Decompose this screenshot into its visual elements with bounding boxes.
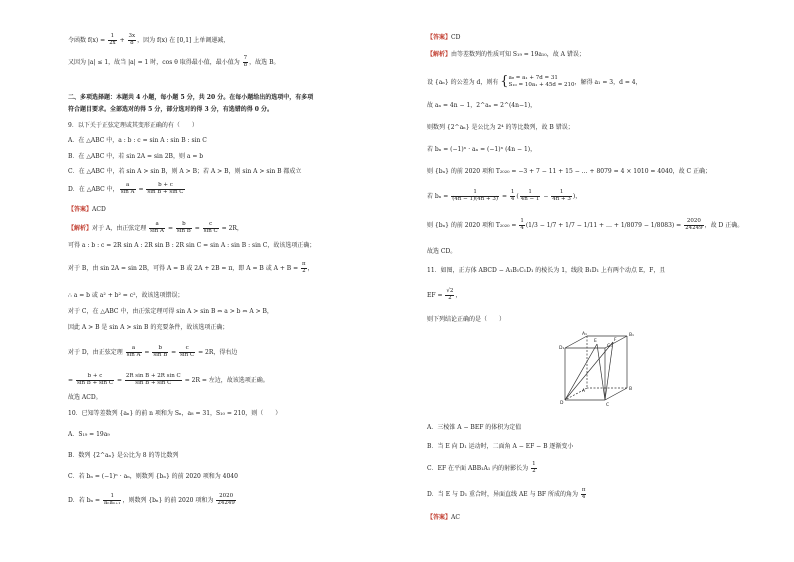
q11-option-c: C．EF 在平面 ABB₁A₁ 内的射影长为 $\frac{1}{2}$	[427, 461, 536, 474]
svg-text:B₁: B₁	[629, 333, 634, 338]
svg-text:B: B	[629, 387, 633, 392]
section-heading: 二、多项选择题：本题共 4 小题，每小题 5 分，共 20 分。在每小题给出的选项中，有多项	[68, 94, 314, 101]
r-explanation-9: 故选 CD。	[427, 248, 457, 255]
explanation-line-5: 对于 C，在 △ABC 中，由正弦定理可得 sin A > sin B ⇔ a > b ⇔ A > B，	[68, 308, 273, 315]
r-explanation-3: 故 aₙ = 4n − 1，2^aₙ = 2^(4n−1)，	[427, 102, 537, 109]
explanation-line-7: 对于 D，由正弦定理 $\frac{a}{\text{sin A}}$ = $\frac{b}{\text{sin B}}$ = $\frac{c}{\text{sin C}}$ = 2R，得右边	[68, 345, 238, 358]
q11-option-d: D．当 E 与 D₁ 重合时，异面直线 AE 与 BF 所成的角为 $\frac{\pi}{4}$	[427, 487, 586, 500]
solution-line-2: 又因为 |a| ≤ 1，故当 |a| = 1 时，cos θ 取得最小值，最小值为 $\frac{7}{8}$ ，故选 B。	[68, 55, 280, 68]
svg-text:D: D	[560, 401, 564, 406]
explanation-line-9: 故选 ACD。	[68, 394, 102, 401]
q10-option-d: D．若 bₙ = $\frac{1}{\text{aₙaₙ₊₁}}$ ，则数列 {bₙ} 的前 2020 项和为 $\frac{2020}{24249}$	[68, 493, 235, 506]
r-explanation-7: 若 bₙ = $\frac{1}{(4n - 1)(4n + 3)}$ = $\frac{1}{4}$ ( $\frac{1}{4n - 1}$ − $\frac{1}{4n + 3}$ )，	[427, 189, 582, 202]
solution-line-1: 令函数 f(x) = $\frac{1}{2x}$ + $\frac{3x}{8}$ ，因为 f(x) 在 [0,1] 上单调递减，	[68, 33, 230, 46]
explanation-tag: 【解析】	[427, 51, 452, 58]
r-explanation-8: 则 {bₙ} 的前 2020 项和 T₂₀₂₀ = $\frac{1}{4}$ (1/3 − 1/7 + 1/7 − 1/11 + … + 1/8079 − 1/8083) = $\frac{2020}{24249}$ ，故 D 正确。	[427, 218, 744, 231]
svg-text:C: C	[606, 403, 610, 408]
svg-text:E: E	[594, 339, 597, 344]
answer-11: 【答案】AC	[427, 514, 460, 521]
answer-10: 【答案】CD	[427, 34, 461, 41]
explanation-line-2: 可得 a : b : c = 2R sin A : 2R sin B : 2R sin C = sin A : sin B : sin C，故该选项正确；	[68, 242, 316, 249]
svg-text:A₁: A₁	[582, 332, 587, 337]
r-explanation-6: 则 {bₙ} 的前 2020 项和 T₂₀₂₀ = −3 + 7 − 11 + 15 − … + 8079 = 4 × 1010 = 4040，故 C 正确；	[427, 168, 712, 175]
q9-option-b: B．在 △ABC 中，若 sin 2A = sin 2B，则 a = b	[68, 153, 204, 160]
svg-text:A: A	[582, 389, 586, 394]
section-heading-2: 符合题目要求。全部选对的得 5 分，部分选对的得 3 分，有选错的得 0 分。	[68, 106, 274, 113]
cube-figure	[551, 330, 641, 412]
question-11-line-2: EF = $\frac{√2}{2}$ ，	[427, 288, 462, 301]
q10-option-c: C．若 bₙ = (−1)ⁿ · aₙ，则数列 {bₙ} 的前 2020 项和为 4040	[68, 473, 238, 480]
explanation-line-1: 【解析】对于 A，由正弦定理 $\frac{a}{\text{sin A}}$ = $\frac{b}{\text{sin B}}$ = $\frac{c}{\text{sin C}}$ = 2R，	[68, 221, 243, 234]
q9-option-d: D．在 △ABC 中， $\frac{a}{\text{sin A}}$ = $\frac{b + c}{\text{sin B + sin C}}$	[68, 182, 184, 195]
q9-option-a: A．在 △ABC 中，a : b : c = sin A : sin B : sin C	[68, 137, 207, 144]
r-explanation-1: 【解析】由等差数列的性质可知 S₁₉ = 19a₁₀，故 A 错误；	[427, 51, 585, 58]
r-explanation-4: 则数列 {2^aₙ} 是公比为 2⁴ 的等比数列，故 B 错误；	[427, 124, 574, 131]
explanation-line-4: ∴ a = b 或 a² + b² = c²，故该选项错误；	[68, 292, 184, 299]
svg-text:F: F	[614, 338, 617, 343]
explanation-line-6: 因此 A > B 是 sin A > sin B 的充要条件，故该选项正确；	[68, 324, 229, 331]
svg-text:C₁: C₁	[607, 344, 612, 349]
q11-option-a: A．三棱锥 A − BEF 的体积为定值	[427, 424, 522, 431]
answer-tag: 【答案】	[427, 514, 452, 521]
explanation-tag: 【解析】	[68, 224, 93, 232]
q10-option-b: B．数列 {2^aₙ} 是公比为 8 的等比数列	[68, 452, 179, 459]
question-11: 11．如图，正方体 ABCD − A₁B₁C₁D₁ 的棱长为 1，线段 B₁D₁ 上有两个动点 E，F，且	[427, 267, 666, 274]
r-explanation-5: 若 bₙ = (−1)ⁿ · aₙ = (−1)ⁿ (4n − 1)，	[427, 146, 537, 153]
q9-option-c: C．在 △ABC 中，若 sin A > sin B，则 A > B；若 A > B，则 sin A > sin B 都成立	[68, 168, 302, 175]
question-9: 9．以下关于正弦定理或其变形正确的有（ ）	[68, 122, 198, 129]
answer-tag: 【答案】	[68, 206, 93, 213]
svg-text:D₁: D₁	[559, 346, 565, 351]
question-10: 10．已知等差数列 {aₙ} 的前 n 项和为 Sₙ，a₈ = 31，S₁₀ = 210，则（ ）	[68, 410, 282, 417]
q10-option-a: A．S₁₉ = 19a₉	[68, 431, 110, 438]
r-explanation-2: 设 {aₙ} 的公差为 d，则有 { a₈ = a₁ + 7d = 31 S₁₀ = 10a₁ + 45d = 210 ，解得 a₁ = 3，d = 4，	[427, 74, 642, 89]
explanation-line-3: 对于 B，由 sin 2A = sin 2B，可得 A = B 或 2A + 2B = π，即 A = B 或 A + B = $\frac{\pi}{2}$ ，	[68, 261, 314, 274]
question-11-line-3: 则下列结论正确的是（ ）	[427, 316, 506, 323]
answer-tag: 【答案】	[427, 34, 452, 41]
answer-9: 【答案】ACD	[68, 206, 106, 213]
q11-option-b: B．当 E 向 D₁ 运动时，二面角 A − EF − B 逐渐变小	[427, 443, 574, 450]
explanation-line-8: = $\frac{b + c}{\text{sin B + sin C}}$ = $\frac{\text{2R sin B + 2R sin C}}{\text{sin B + sin C}}$ = 2R = 左边，故该选项正确。	[68, 373, 269, 386]
